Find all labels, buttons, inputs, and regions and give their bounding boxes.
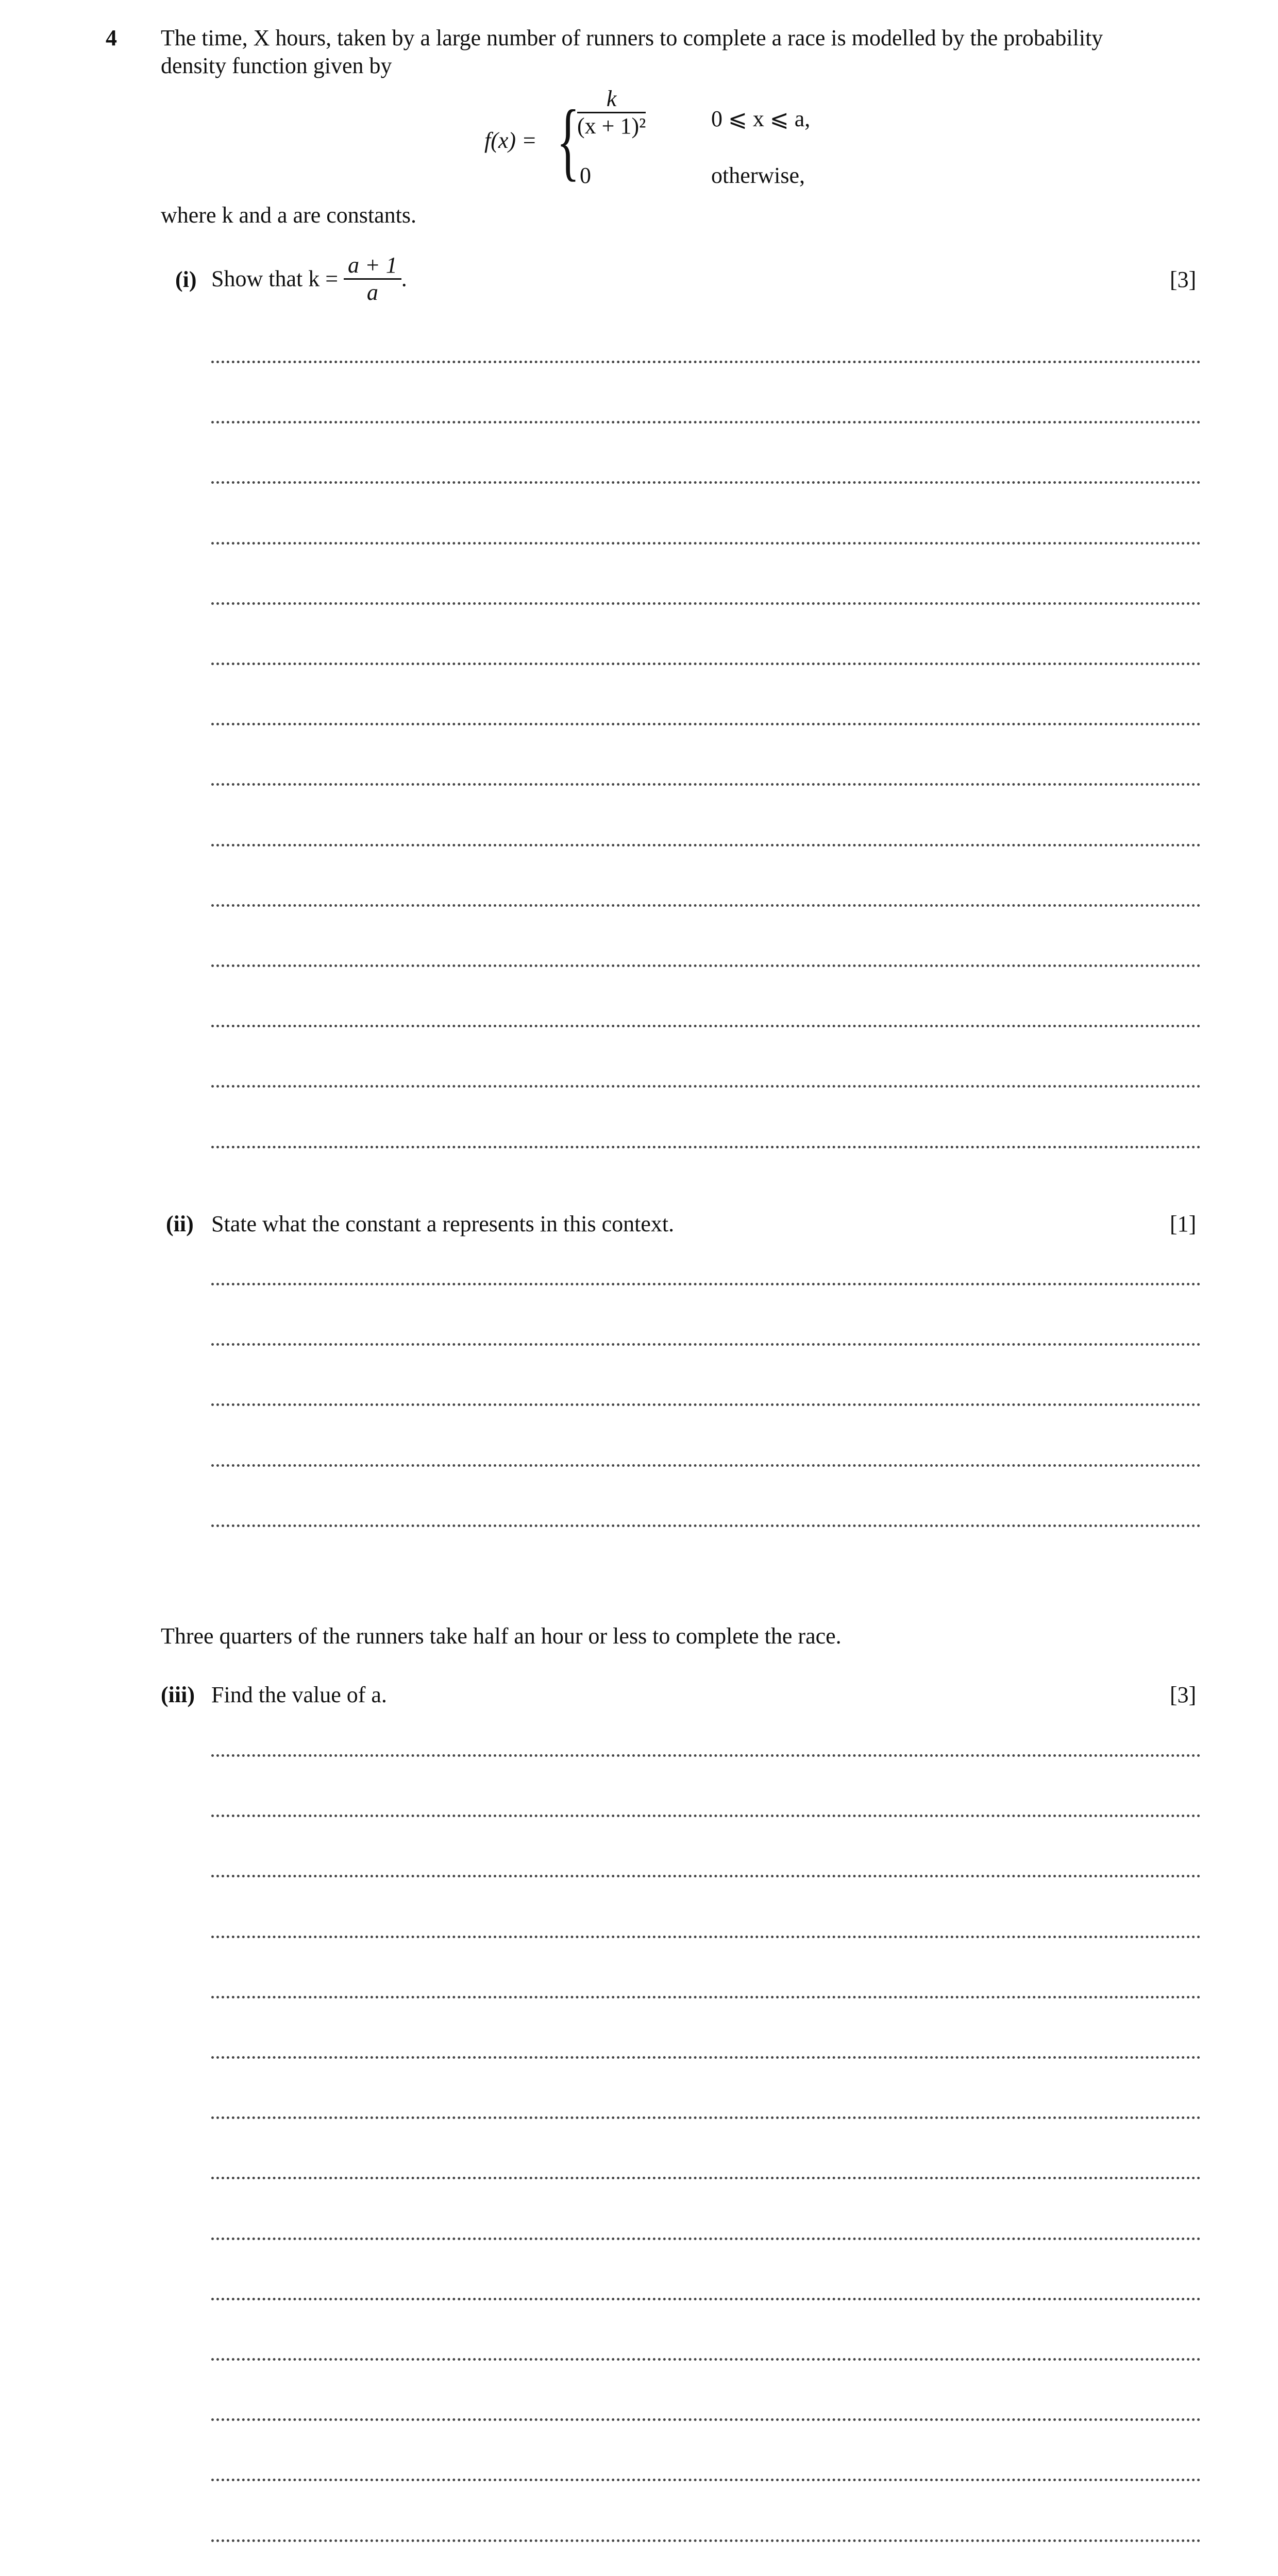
part-i-fraction-denominator: a xyxy=(366,280,378,305)
answer-line[interactable] xyxy=(211,2177,1201,2179)
part-i-prompt: Show that k = xyxy=(211,266,339,292)
answer-line[interactable] xyxy=(211,2116,1201,2119)
part-i-marks: [3] xyxy=(1170,267,1197,292)
answer-line[interactable] xyxy=(211,2056,1201,2059)
answer-line[interactable] xyxy=(211,1025,1201,1027)
answer-line[interactable] xyxy=(211,2358,1201,2361)
answer-line[interactable] xyxy=(211,542,1201,545)
answer-line[interactable] xyxy=(211,1524,1201,1527)
answer-line[interactable] xyxy=(211,1343,1201,1346)
answer-line[interactable] xyxy=(211,663,1201,665)
pdf-lhs: f(x) = xyxy=(484,128,537,153)
pdf-case1-fraction xyxy=(577,86,646,139)
answer-line[interactable] xyxy=(211,723,1201,725)
pdf-case2-condition: otherwise, xyxy=(711,163,805,188)
question-intro-line-2: density function given by xyxy=(161,53,392,78)
part-i-text xyxy=(211,252,407,306)
pdf-case2-value: 0 xyxy=(580,163,591,188)
answer-line[interactable] xyxy=(211,1283,1201,1285)
part-ii-text: State what the constant a represents in this context. xyxy=(211,1211,675,1236)
answer-line[interactable] xyxy=(211,844,1201,846)
part-ii-marks: [1] xyxy=(1170,1211,1197,1236)
part-i-label: (i) xyxy=(175,267,197,292)
part-i-fraction xyxy=(344,252,401,306)
pdf-case1-condition: 0 ⩽ x ⩽ a, xyxy=(711,106,811,131)
answer-line[interactable] xyxy=(211,2479,1201,2481)
part-i-fraction-numerator: a + 1 xyxy=(344,252,401,280)
pdf-case1-numerator: k xyxy=(577,86,646,113)
answer-line[interactable] xyxy=(211,481,1201,484)
answer-line[interactable] xyxy=(211,2418,1201,2421)
answer-line[interactable] xyxy=(211,1936,1201,1938)
answer-line[interactable] xyxy=(211,421,1201,423)
pdf-brace: { xyxy=(557,92,580,189)
answer-line[interactable] xyxy=(211,1146,1201,1148)
answer-line[interactable] xyxy=(211,964,1201,967)
question-intro-line-1: The time, X hours, taken by a large number of runners to complete a race is modelled by the probability xyxy=(161,25,1103,50)
answer-line[interactable] xyxy=(211,602,1201,605)
part-iii-marks: [3] xyxy=(1170,1682,1197,1707)
answer-line[interactable] xyxy=(211,1875,1201,1877)
answer-line[interactable] xyxy=(211,1403,1201,1406)
answer-line[interactable] xyxy=(211,1996,1201,1998)
answer-line[interactable] xyxy=(211,1754,1201,1757)
answer-line[interactable] xyxy=(211,1815,1201,1817)
answer-line[interactable] xyxy=(211,2539,1201,2542)
question-number: 4 xyxy=(106,25,117,50)
answer-line[interactable] xyxy=(211,2298,1201,2300)
part-iii-text: Find the value of a. xyxy=(211,1682,387,1707)
where-constants-line: where k and a are constants. xyxy=(161,202,417,228)
answer-line[interactable] xyxy=(211,361,1201,363)
part-i-period: . xyxy=(401,266,407,292)
pdf-formula xyxy=(484,85,897,198)
answer-line[interactable] xyxy=(211,783,1201,786)
part-iii-label: (iii) xyxy=(161,1682,195,1707)
part-ii-label: (ii) xyxy=(166,1211,194,1236)
pdf-case1-denominator: (x + 1)² xyxy=(577,113,646,139)
answer-line[interactable] xyxy=(211,1464,1201,1467)
answer-line[interactable] xyxy=(211,904,1201,907)
context-line: Three quarters of the runners take half an hour or less to complete the race. xyxy=(161,1623,842,1649)
answer-line[interactable] xyxy=(211,2238,1201,2240)
answer-line[interactable] xyxy=(211,1085,1201,1088)
